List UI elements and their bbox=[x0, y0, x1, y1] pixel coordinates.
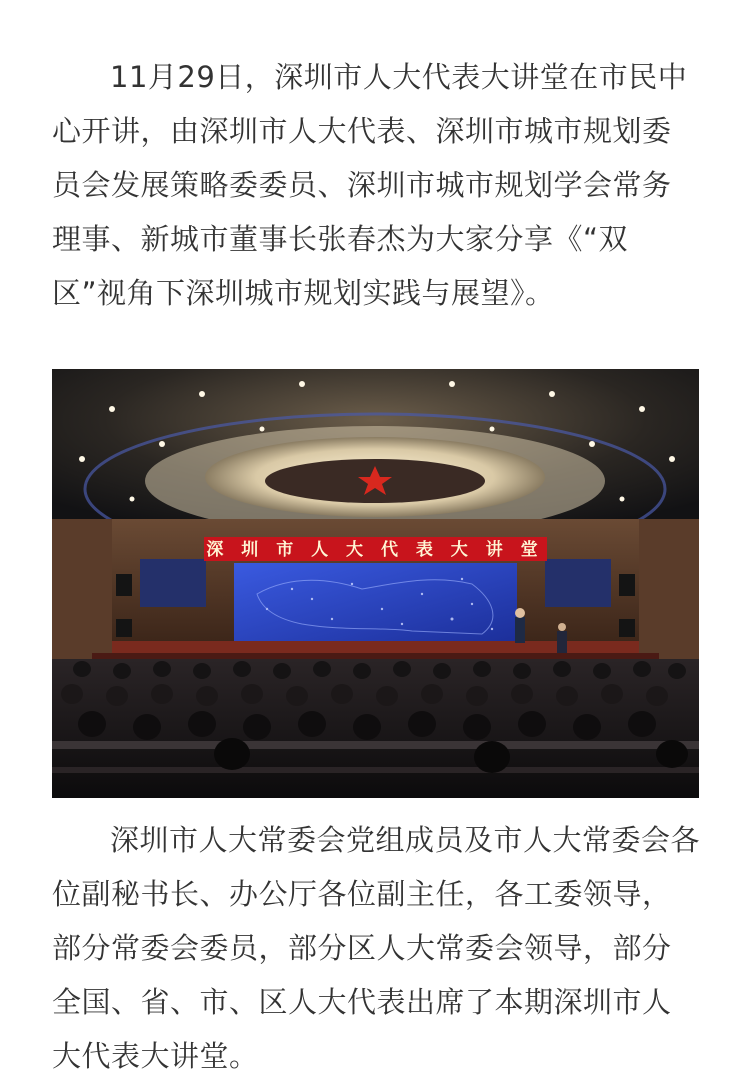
banner-title: 深 圳 市 人 大 代 表 大 讲 堂 bbox=[206, 540, 544, 560]
intro-paragraph: 11月29日，深圳市人大代表大讲堂在市民中心开讲，由深圳市人大代表、深圳市城市规划委员会发展策略委委员、深圳市城市规划学会常务理事、新城市董事长张春杰为大家分享《“双区”视角下深圳城市规划实践与展望》。 bbox=[52, 60, 688, 310]
attendees-paragraph: 深圳市人大常委会党组成员及市人大常委会各位副秘书长、办公厅各位副主任，各工委领导，部分常委会委员，部分区人大常委会领导，部分全国、省、市、区人大代表出席了本期深圳市人大代表大讲堂。 bbox=[52, 823, 701, 1073]
lecture-hall-photo bbox=[52, 369, 699, 798]
